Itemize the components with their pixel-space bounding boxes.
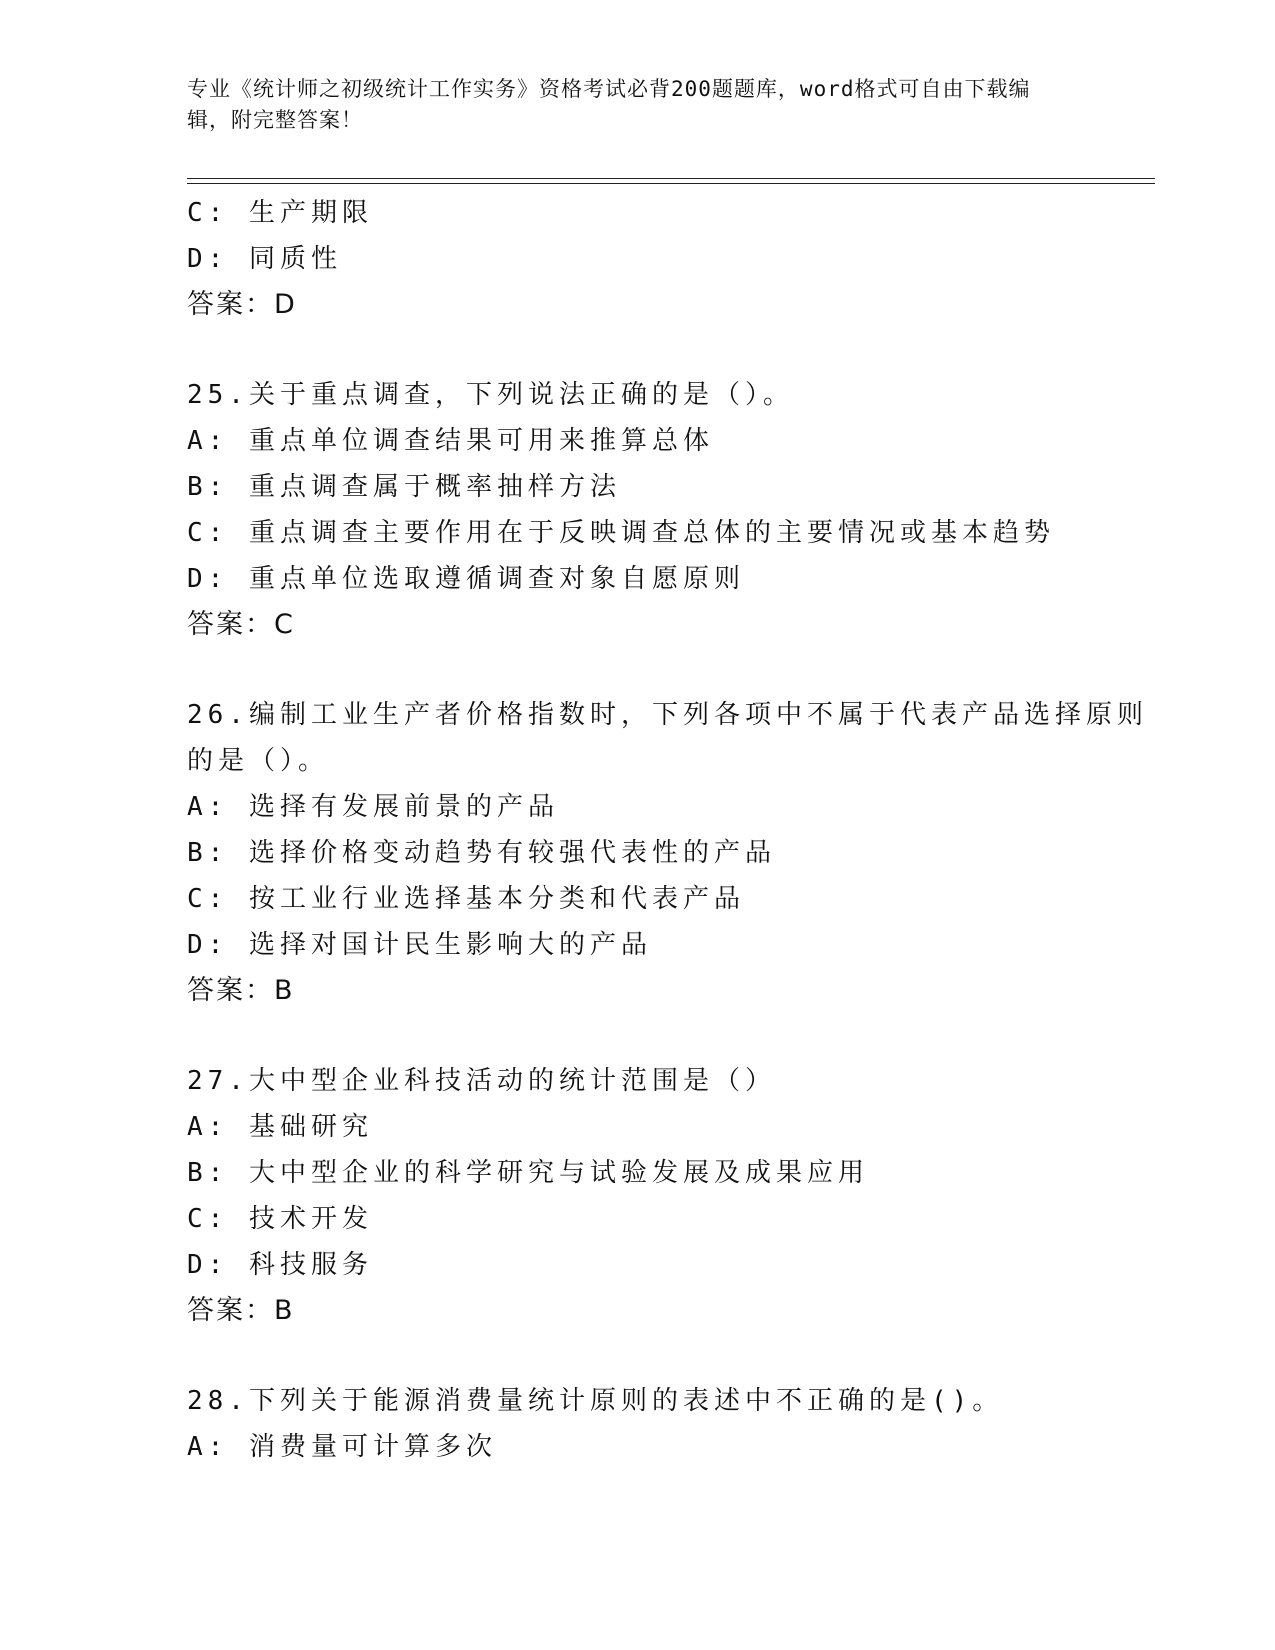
answer-line: 答案：B [187,1295,295,1326]
question-content [187,190,1148,1470]
document-header: 专业《统计师之初级统计工作实务》资格考试必背200题题库，word格式可自由下载编辑，附完整答案！ [187,77,1031,132]
option-a: A: 消费量可计算多次 [187,1432,497,1462]
option-b: B: 大中型企业的科学研究与试验发展及成果应用 [187,1158,869,1188]
question-text: 27.大中型企业科技活动的统计范围是（） [187,1066,776,1096]
question-text: 25.关于重点调查，下列说法正确的是（）。 [187,380,794,410]
spacer [187,1334,1087,1378]
option-a: A: 重点单位调查结果可用来推算总体 [187,426,714,456]
option-d: D: 重点单位选取遵循调查对象自愿原则 [187,564,745,594]
answer-line: 答案：C [187,609,295,640]
option-b: B: 重点调查属于概率抽样方法 [187,472,621,502]
question-block [187,190,1087,328]
option-c: C: 生产期限 [187,198,373,228]
option-c: C: 技术开发 [187,1204,373,1234]
header-divider-bottom [187,183,1155,184]
question-block [187,692,1148,1014]
question-block [187,1378,1087,1470]
option-d: D: 同质性 [187,244,342,274]
option-c: C: 重点调查主要作用在于反映调查总体的主要情况或基本趋势 [187,518,1055,548]
option-d: D: 选择对国计民生影响大的产品 [187,930,652,960]
answer-line: 答案：B [187,975,295,1006]
option-c: C: 按工业行业选择基本分类和代表产品 [187,884,745,914]
option-a: A: 基础研究 [187,1112,373,1142]
question-text-line-1: 26.编制工业生产者价格指数时，下列各项中不属于代表产品选择原则 [187,700,1148,730]
question-block [187,372,1087,648]
spacer [187,328,1087,372]
question-text-line-2: 的是（）。 [187,746,330,776]
header-divider-top [187,178,1155,179]
answer-line: 答案：D [187,289,297,320]
option-d: D: 科技服务 [187,1250,373,1280]
spacer [187,648,1087,692]
question-block [187,1058,1087,1334]
option-b: B: 选择价格变动趋势有较强代表性的产品 [187,838,776,868]
spacer [187,1014,1087,1058]
option-a: A: 选择有发展前景的产品 [187,792,559,822]
question-text: 28.下列关于能源消费量统计原则的表述中不正确的是()。 [187,1386,1004,1416]
